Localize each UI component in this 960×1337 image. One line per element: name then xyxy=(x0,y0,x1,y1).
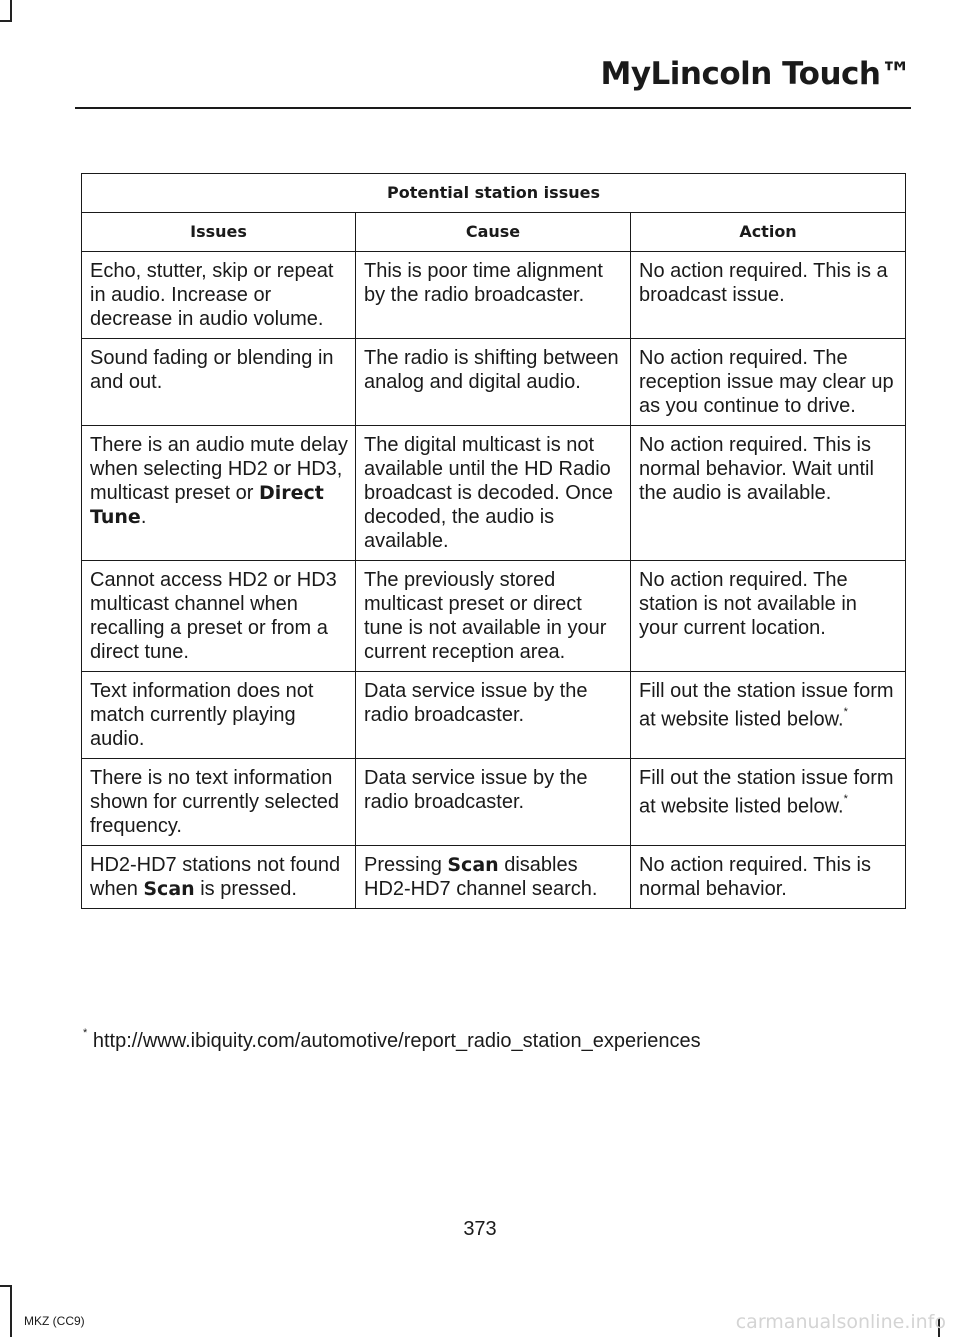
footnote-marker: * xyxy=(83,1027,88,1040)
action-text: Fill out the station issue form at website listed below. xyxy=(639,680,894,731)
cause-cell: The radio is shifting between analog and digital audio. xyxy=(356,339,631,426)
table-row xyxy=(82,846,906,909)
issue-text-end: . xyxy=(140,506,147,528)
issue-cell xyxy=(82,426,356,561)
footnote-marker: * xyxy=(843,706,848,718)
action-cell: No action required. This is normal behavior. xyxy=(631,846,906,909)
title-divider xyxy=(75,107,911,109)
cause-cell: This is poor time alignment by the radio broadcaster. xyxy=(356,252,631,339)
scan-keyword: Scan xyxy=(447,854,499,876)
footnote xyxy=(83,1027,701,1053)
section-title: MyLincoln Touch™ xyxy=(600,56,911,92)
cause-cell: Data service issue by the radio broadcaster. xyxy=(356,672,631,759)
station-issues-table xyxy=(81,173,906,909)
table-row xyxy=(82,426,906,561)
issue-cell xyxy=(82,846,356,909)
issue-cell: Text information does not match currently playing audio. xyxy=(82,672,356,759)
issue-text: There is an audio mute delay when selecting HD2 or HD3, multicast preset or xyxy=(90,434,348,504)
table-row xyxy=(82,759,906,846)
column-header-action: Action xyxy=(631,213,906,252)
cause-cell xyxy=(356,846,631,909)
issue-cell: Sound fading or blending in and out. xyxy=(82,339,356,426)
table-caption: Potential station issues xyxy=(82,174,906,213)
column-header-issues: Issues xyxy=(82,213,356,252)
crop-mark-top-left xyxy=(10,0,12,22)
crop-mark-bottom-left-h xyxy=(0,1285,12,1287)
action-cell xyxy=(631,759,906,846)
issue-cell: Cannot access HD2 or HD3 multicast channel when recalling a preset or from a direct tune. xyxy=(82,561,356,672)
scan-keyword: Scan xyxy=(143,878,195,900)
page-number: 373 xyxy=(463,1218,497,1240)
issue-text-end: is pressed. xyxy=(194,878,297,900)
cause-cell: The digital multicast is not available until the HD Radio broadcast is decoded. Once decoded, the audio is available. xyxy=(356,426,631,561)
cause-text-end: disables HD2-HD7 channel search. xyxy=(364,854,598,900)
cause-cell: Data service issue by the radio broadcaster. xyxy=(356,759,631,846)
issue-text: HD2-HD7 stations not found when xyxy=(90,854,341,900)
action-cell: No action required. This is normal behavior. Wait until the audio is available. xyxy=(631,426,906,561)
action-cell: No action required. The reception issue may clear up as you continue to drive. xyxy=(631,339,906,426)
table-row xyxy=(82,561,906,672)
action-cell: No action required. This is a broadcast issue. xyxy=(631,252,906,339)
table-row xyxy=(82,672,906,759)
direct-tune-keyword: Direct Tune xyxy=(90,482,324,528)
footnote-marker: * xyxy=(843,793,848,805)
action-cell: No action required. The station is not available in your current location. xyxy=(631,561,906,672)
table-row xyxy=(82,252,906,339)
table-row xyxy=(82,339,906,426)
issue-cell: Echo, stutter, skip or repeat in audio. Increase or decrease in audio volume. xyxy=(82,252,356,339)
watermark: carmanualsonline.info xyxy=(735,1311,946,1333)
footnote-url: http://www.ibiquity.com/automotive/report_radio_station_experiences xyxy=(87,1030,701,1052)
cause-text: Pressing xyxy=(364,854,448,876)
column-header-cause: Cause xyxy=(356,213,631,252)
action-text: Fill out the station issue form at website listed below. xyxy=(639,767,894,818)
action-cell xyxy=(631,672,906,759)
cause-cell: The previously stored multicast preset or direct tune is not available in your current reception area. xyxy=(356,561,631,672)
model-code: MKZ (CC9) xyxy=(24,1314,85,1328)
crop-mark-bottom-left xyxy=(10,1285,12,1337)
issue-cell: There is no text information shown for currently selected frequency. xyxy=(82,759,356,846)
crop-mark-top-left-h xyxy=(0,20,12,22)
